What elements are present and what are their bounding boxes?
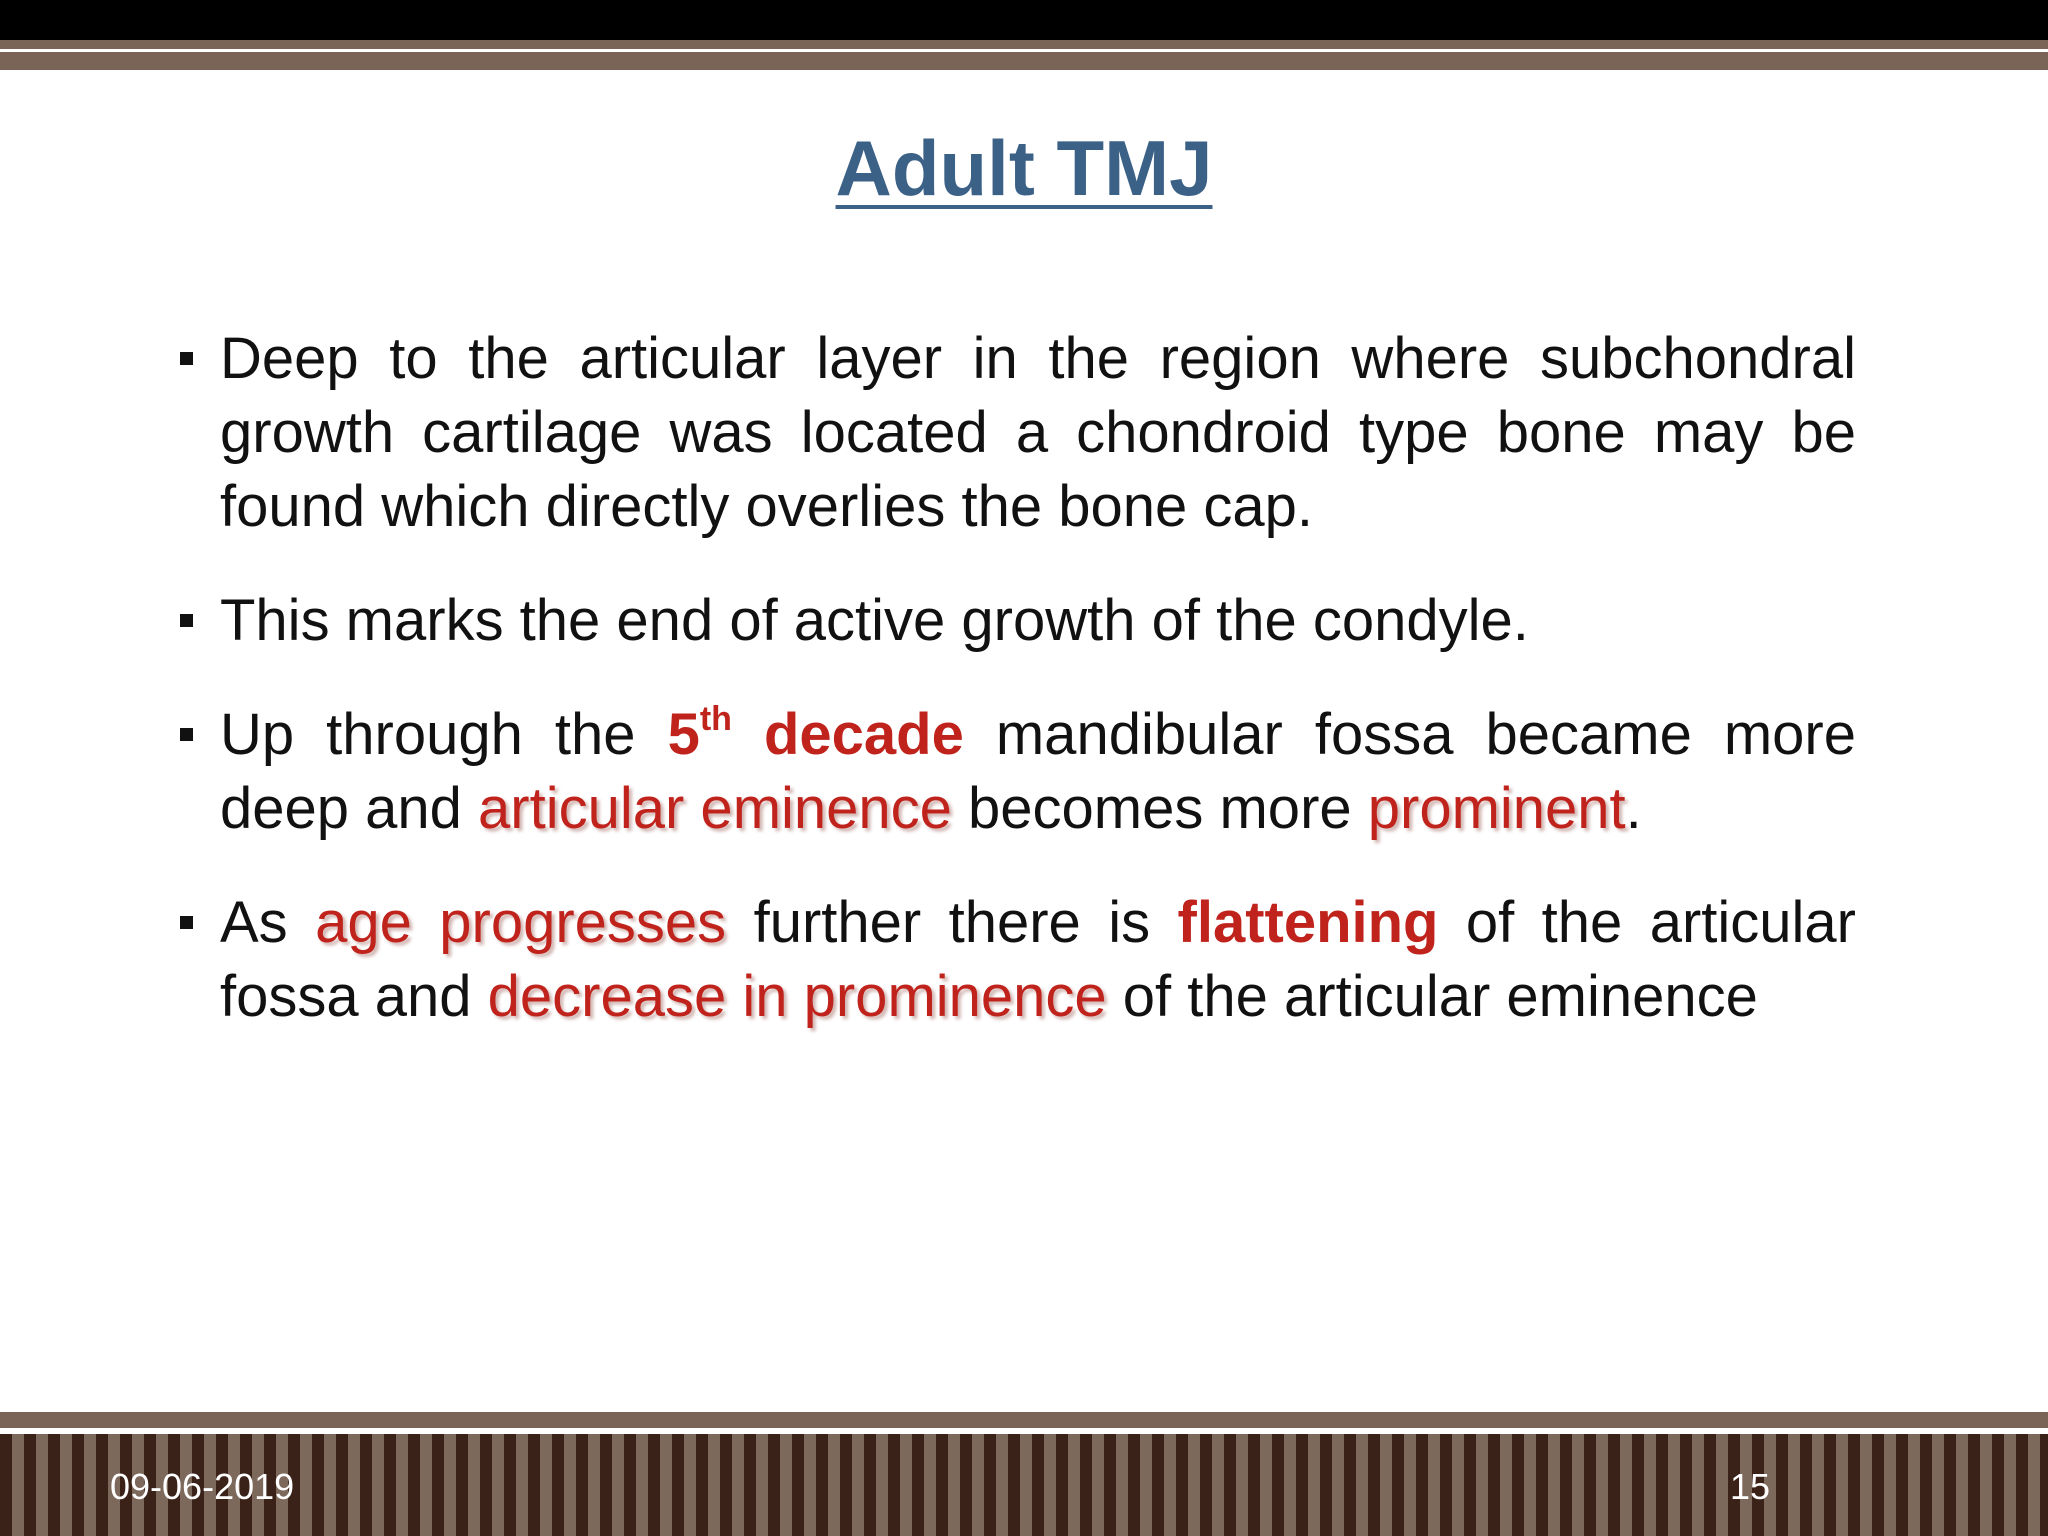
- bullet-item-4: [176, 886, 1856, 1034]
- bullet-marker-icon: [180, 728, 193, 741]
- bullet-item-2: [176, 584, 1856, 658]
- bullet-marker-icon: [180, 614, 193, 627]
- top-decorative-band-lower: [0, 56, 2048, 70]
- highlight-word: decade: [731, 702, 964, 767]
- bullet-item-1: [176, 322, 1856, 544]
- highlight-age-progresses: age progresses: [315, 890, 727, 955]
- highlight-5th-decade: [668, 702, 964, 767]
- highlight-flattening: flattening: [1177, 890, 1439, 955]
- footer-date: 09-06-2019: [110, 1466, 295, 1507]
- highlight-number: 5: [667, 702, 700, 767]
- highlight-articular-eminence: articular eminence: [478, 776, 952, 841]
- bullet-text-segment: of the articular eminence: [1106, 964, 1758, 1029]
- bullet-text-segment: As: [220, 890, 316, 955]
- bullet-text-segment: of the articular fossa and: [220, 890, 1856, 1029]
- bullet-text-segment: further there is: [726, 890, 1178, 955]
- bullet-text-segment: .: [1625, 776, 1642, 841]
- slide-title: Adult TMJ: [835, 124, 1213, 212]
- top-band-divider: [0, 49, 2048, 52]
- top-decorative-band: [0, 40, 2048, 56]
- highlight-prominent: prominent: [1367, 776, 1626, 841]
- highlight-decrease-in-prominence: decrease in prominence: [487, 964, 1107, 1029]
- bullet-marker-icon: [180, 916, 193, 929]
- bullet-text-segment: mandibular fossa became more deep and: [220, 702, 1857, 841]
- bullet-marker-icon: [180, 352, 193, 365]
- bullet-text-segment: becomes more: [951, 776, 1368, 841]
- bullet-text: This marks the end of active growth of the condyle.: [220, 588, 1529, 653]
- highlight-superscript: th: [699, 700, 732, 738]
- bullet-text: Deep to the articular layer in the region where subchondral growth cartilage was located a chondroid type bone may be found which directly overlies the bone cap.: [220, 326, 1856, 539]
- bullet-item-3: [176, 698, 1856, 846]
- bottom-decorative-band: [0, 1412, 2048, 1428]
- footer-page-number: 15: [1729, 1466, 1770, 1507]
- top-black-bar: [0, 0, 2048, 40]
- bullet-list: [176, 322, 1856, 1074]
- bullet-text-segment: Up through the: [220, 702, 668, 767]
